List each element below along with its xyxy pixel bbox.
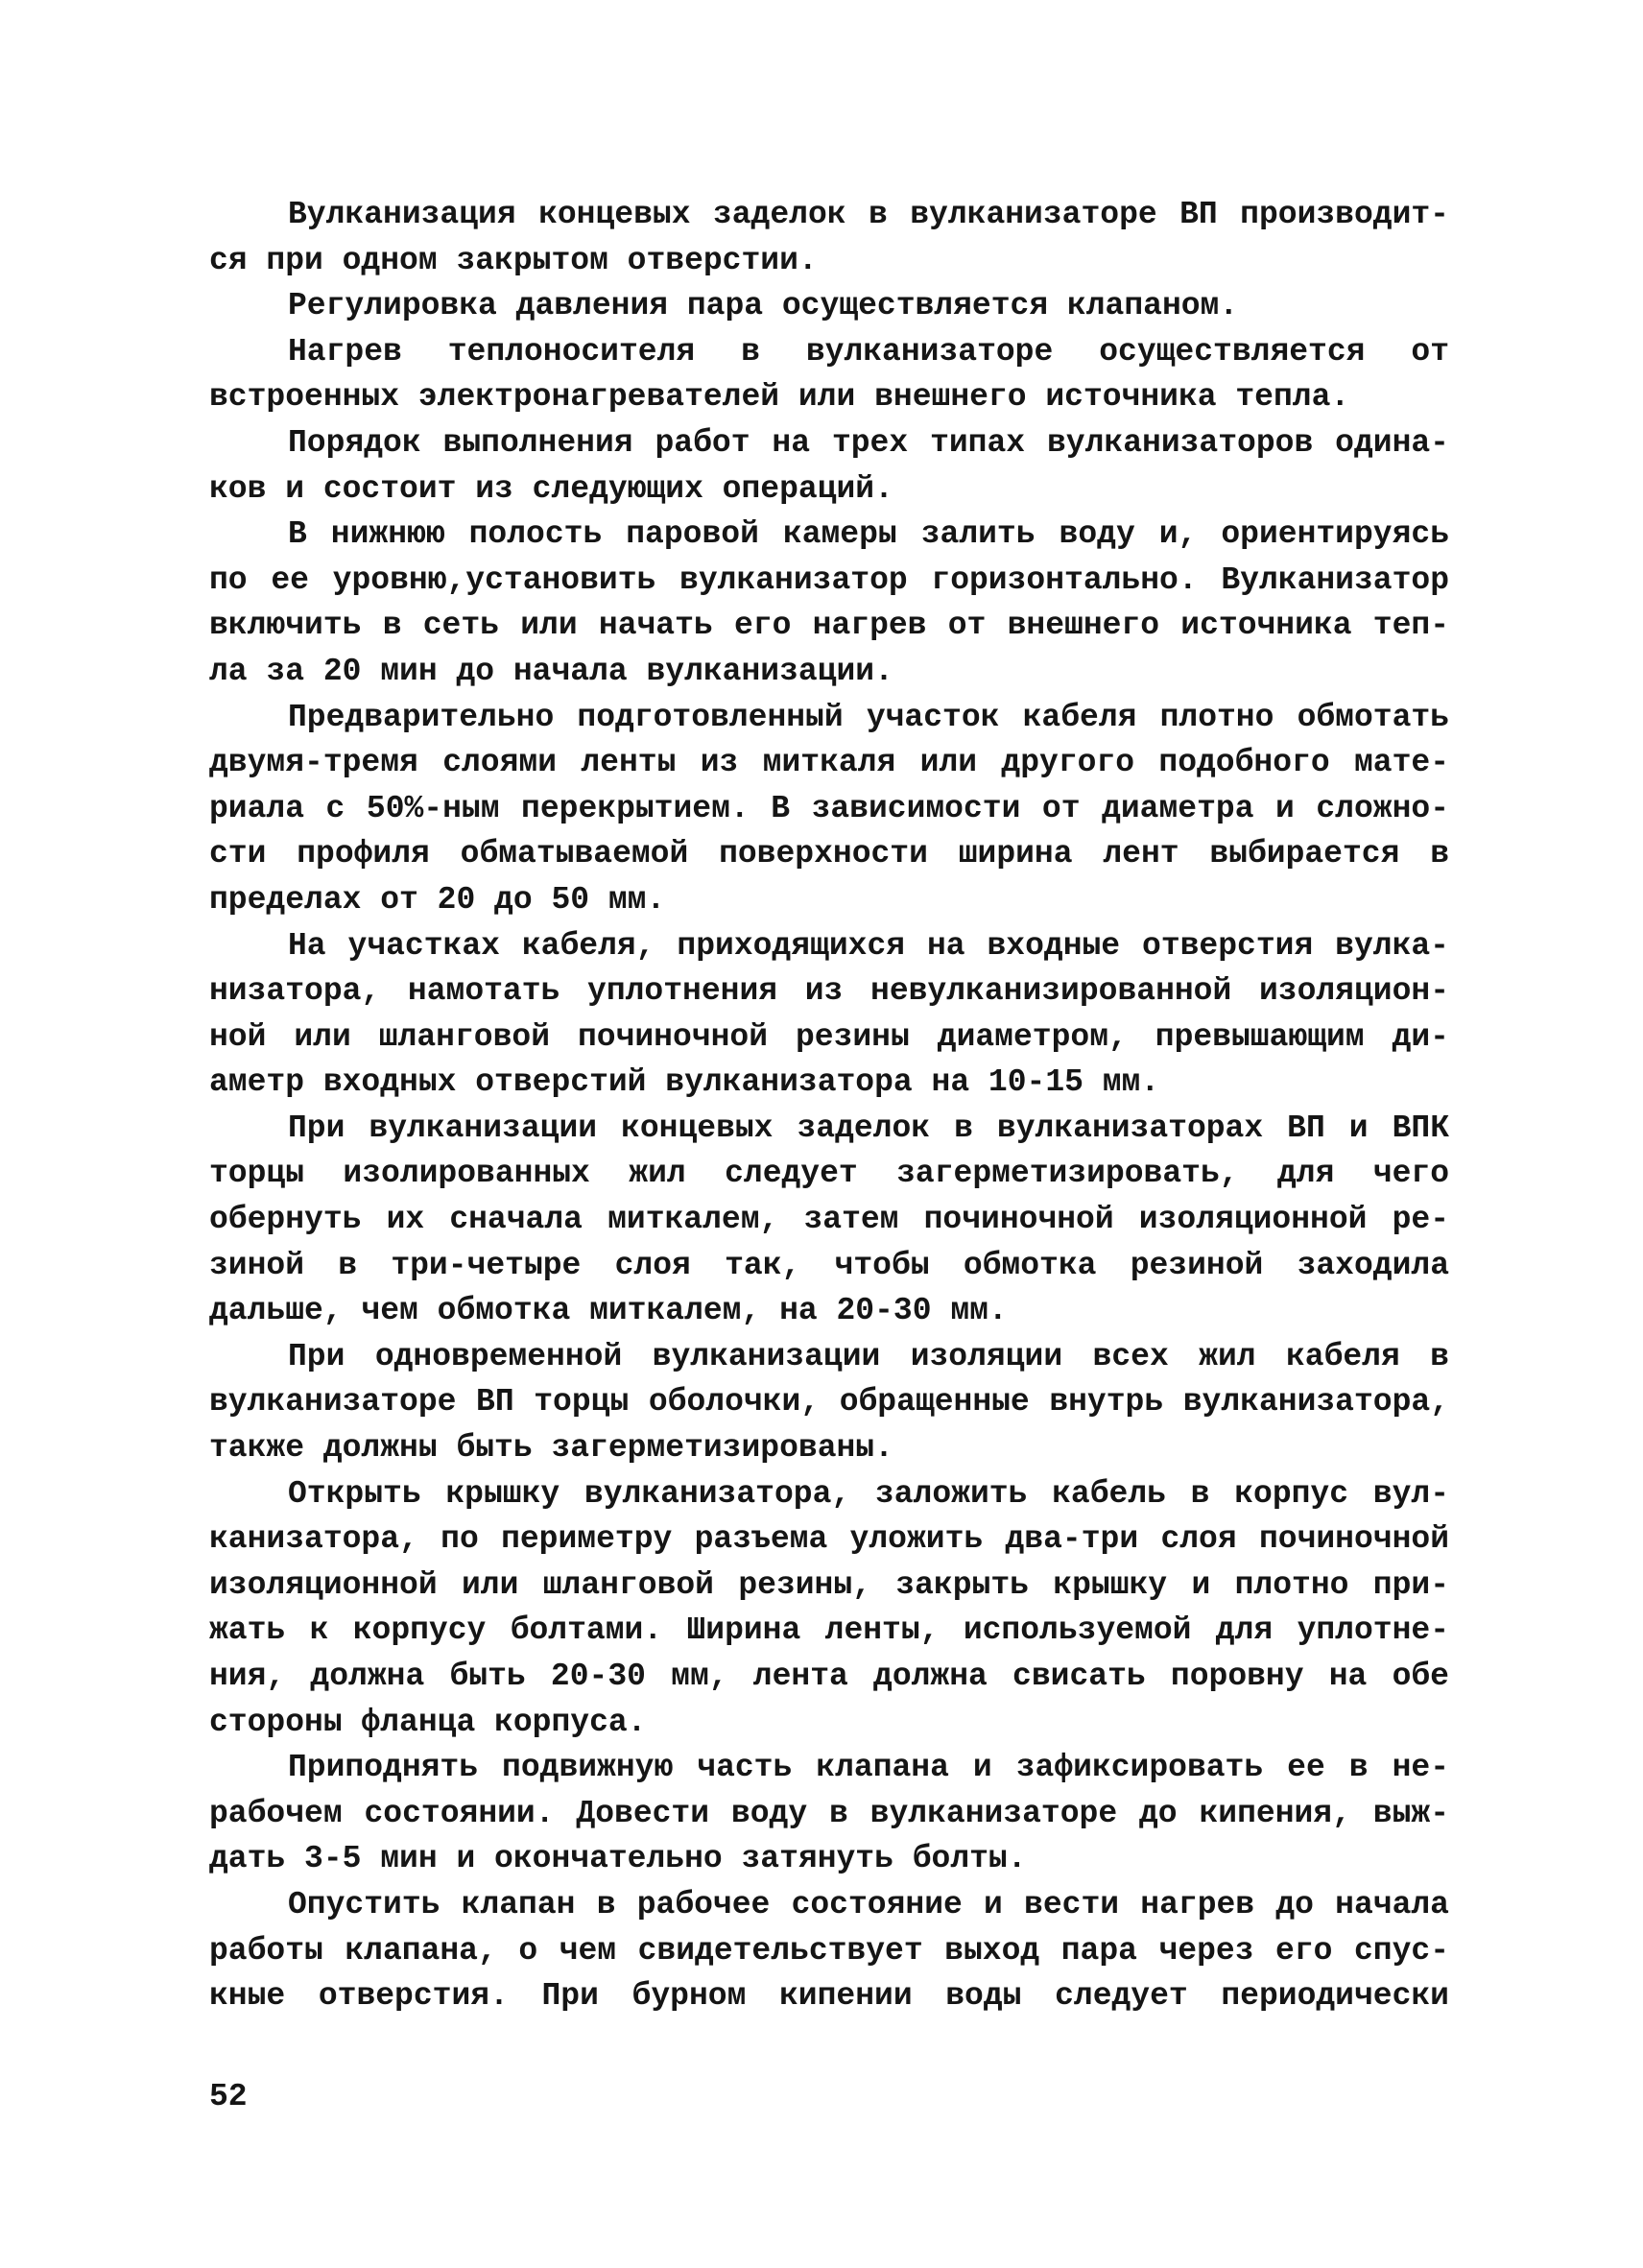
page-body-text [209, 192, 1449, 2019]
text-line: ла за 20 мин до начала вулканизации. [209, 653, 893, 689]
paragraph-first-line: Открыть крышку вулканизатора, заложить кабель в корпус вул- [288, 1475, 1449, 1512]
paragraph-first-line: Регулировка давления пара осуществляется клапаном. [288, 288, 1239, 324]
paragraph-first-line: Предварительно подготовленный участок кабеля плотно обмотать [288, 699, 1449, 735]
page-number: 52 [209, 2079, 248, 2114]
text-line: рабочем состоянии. Довести воду в вулканизаторе до кипения, выж- [209, 1795, 1449, 1831]
text-line: вулканизаторе ВП торцы оболочки, обращенные внутрь вулканизатора, [209, 1384, 1449, 1420]
text-line: низатора, намотать уплотнения из невулканизированной изоляцион- [209, 973, 1449, 1010]
paragraph-first-line: При одновременной вулканизации изоляции всех жил кабеля в [288, 1338, 1449, 1374]
text-line: ния, должна быть 20-30 мм, лента должна свисать поровну на обе [209, 1659, 1449, 1694]
text-line: работы клапана, о чем свидетельствует выход пара через его спус- [209, 1932, 1449, 1969]
paragraph-first-line: На участках кабеля, приходящихся на входные отверстия вулка- [288, 927, 1449, 964]
paragraph-first-line: Порядок выполнения работ на трех типах вулканизаторов одина- [288, 424, 1449, 461]
text-line: кные отверстия. При бурном кипении воды следует периодически [209, 1978, 1449, 2015]
text-line: по ее уровню,установить вулканизатор горизонтально. Вулканизатор [209, 561, 1449, 598]
text-line: дальше, чем обмотка миткалем, на 20-30 мм. [209, 1293, 1008, 1329]
text-line: включить в сеть или начать его нагрев от внешнего источника теп- [209, 608, 1449, 644]
paragraph-first-line: Вулканизация концевых заделок в вулканизаторе ВП производит- [288, 197, 1449, 232]
text-line: жать к корпусу болтами. Ширина ленты, используемой для уплотне- [209, 1612, 1449, 1649]
text-line: торцы изолированных жил следует загерметизировать, для чего [209, 1156, 1449, 1192]
paragraph-first-line: Нагрев теплоносителя в вулканизаторе осуществляется от [288, 333, 1449, 370]
text-line: дать 3-5 мин и окончательно затянуть болты. [209, 1841, 1027, 1877]
paragraph-first-line: При вулканизации концевых заделок в вулканизаторах ВП и ВПК [288, 1110, 1449, 1146]
text-line: стороны фланца корпуса. [209, 1704, 647, 1740]
text-line: ся при одном закрытом отверстии. [209, 242, 818, 278]
text-line: сти профиля обматываемой поверхности ширина лент выбирается в [209, 836, 1449, 872]
text-line: пределах от 20 до 50 мм. [209, 881, 666, 918]
text-line: зиной в три-четыре слоя так, чтобы обмотка резиной заходила [209, 1247, 1449, 1283]
text-line: ной или шланговой починочной резины диаметром, превышающим ди- [209, 1018, 1449, 1055]
text-line: также должны быть загерметизированы. [209, 1430, 893, 1467]
paragraph-first-line: В нижнюю полость паровой камеры залить воду и, ориентируясь [288, 516, 1449, 553]
text-line: двумя-тремя слоями ленты из миткаля или другого подобного мате- [209, 745, 1449, 781]
text-line: риала с 50%-ным перекрытием. В зависимости от диаметра и сложно- [209, 790, 1449, 826]
text-line: изоляционной или шланговой резины, закрыть крышку и плотно при- [209, 1566, 1449, 1603]
paragraph-first-line: Приподнять подвижную часть клапана и зафиксировать ее в не- [288, 1750, 1449, 1786]
text-line: канизатора, по периметру разъема уложить два-три слоя починочной [209, 1521, 1449, 1558]
text-line: аметр входных отверстий вулканизатора на 10-15 мм. [209, 1064, 1160, 1101]
paragraph-first-line: Опустить клапан в рабочее состояние и вести нагрев до начала [288, 1886, 1449, 1922]
text-line: встроенных электронагревателей или внешнего источника тепла. [209, 379, 1350, 416]
text-line: ков и состоит из следующих операций. [209, 470, 893, 507]
text-line: обернуть их сначала миткалем, затем починочной изоляционной ре- [209, 1202, 1449, 1238]
